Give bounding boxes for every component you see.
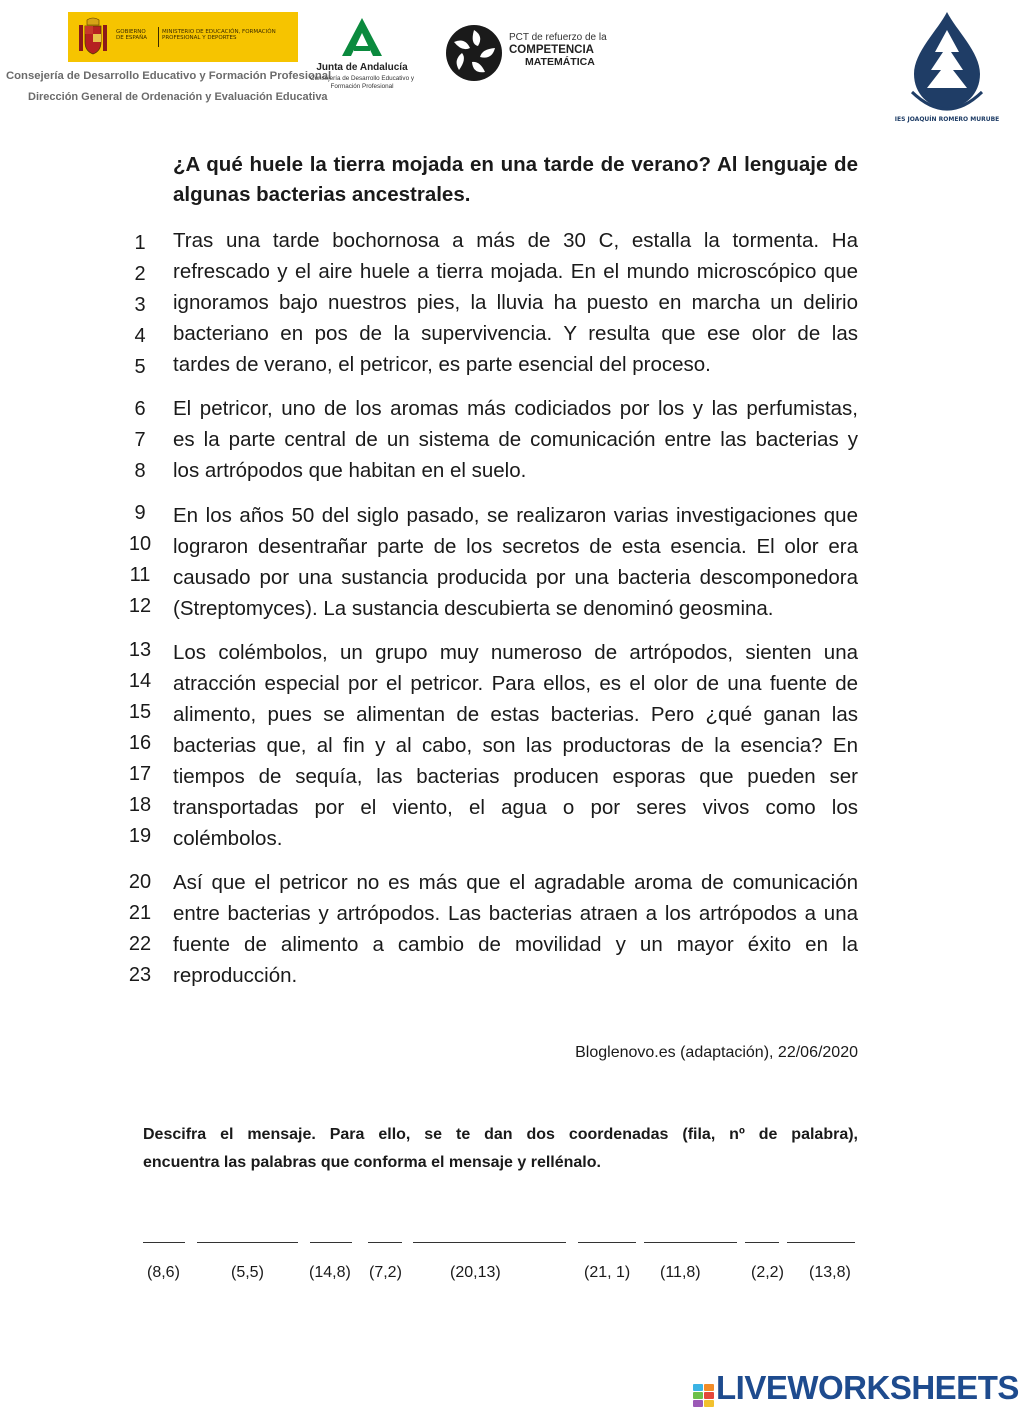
text-line: los artrópodos que habitan en el suelo. bbox=[173, 459, 527, 482]
coordinate-label: (14,8) bbox=[309, 1264, 351, 1281]
coordinate-label: (13,8) bbox=[809, 1264, 851, 1281]
line-number: 22 bbox=[128, 933, 152, 955]
answer-input-5[interactable] bbox=[413, 1230, 566, 1244]
line-number: 1 bbox=[134, 232, 146, 254]
text-line: es la parte central de un sistema de comunicación entre las bacterias y bbox=[173, 428, 858, 451]
coordinate-label: (21, 1) bbox=[584, 1264, 631, 1281]
text-line: lograron desentrañar parte de los secretos de esta esencia. El olor era bbox=[173, 535, 858, 558]
answer-input-1[interactable] bbox=[143, 1230, 185, 1244]
paragraph-1 bbox=[173, 225, 858, 380]
answer-blank-8[interactable] bbox=[745, 1228, 779, 1243]
pct-logo-icon bbox=[445, 24, 503, 82]
text-line: En los años 50 del siglo pasado, se realizaron varias investigaciones que bbox=[173, 504, 858, 527]
answer-input-4[interactable] bbox=[368, 1230, 402, 1244]
junta-andalucia-logo-icon bbox=[338, 16, 386, 58]
instruction-line: Descifra el mensaje. Para ello, se te dan dos coordenadas (fila, nº de palabra), bbox=[143, 1126, 858, 1143]
liveworksheets-blocks-icon bbox=[693, 1374, 715, 1408]
answer-input-7[interactable] bbox=[644, 1230, 737, 1244]
answer-blank-1[interactable] bbox=[143, 1228, 185, 1243]
line-number: 8 bbox=[134, 460, 146, 482]
direccion-text: Dirección General de Ordenación y Evaluación Educativa bbox=[28, 91, 328, 103]
line-number: 14 bbox=[128, 670, 152, 692]
line-number: 15 bbox=[128, 701, 152, 723]
text-line: refrescado y el aire huele a tierra mojada. En el mundo microscópico que bbox=[173, 260, 858, 283]
line-number: 7 bbox=[134, 429, 146, 451]
line-number: 9 bbox=[134, 502, 146, 524]
text-line: bacterias que, al fin y al cabo, son las productoras de la esencia? En bbox=[173, 734, 858, 757]
paragraph-5 bbox=[173, 867, 858, 991]
instruction-line: encuentra las palabras que conforma el mensaje y rellénalo. bbox=[143, 1154, 601, 1171]
line-numbers bbox=[118, 228, 162, 383]
line-numbers bbox=[118, 498, 162, 622]
junta-subtitle: Consejería de Desarrollo Educativo y Formación Profesional bbox=[310, 75, 414, 90]
line-number: 13 bbox=[128, 639, 152, 661]
junta-name: Junta de Andalucía bbox=[316, 62, 408, 73]
pct-small-text: PCT de refuerzo de la bbox=[509, 32, 607, 43]
coordinate-label: (8,6) bbox=[147, 1264, 180, 1281]
text-line: colémbolos. bbox=[173, 827, 283, 850]
text-line: tardes de verano, el petricor, es parte esencial del proceso. bbox=[173, 353, 711, 376]
line-number: 2 bbox=[134, 263, 146, 285]
pct-matematica-text: MATEMÁTICA bbox=[525, 56, 595, 68]
answer-blank-6[interactable] bbox=[578, 1228, 636, 1243]
line-number: 21 bbox=[128, 902, 152, 924]
answer-blank-7[interactable] bbox=[644, 1228, 737, 1243]
coordinate-label: (20,13) bbox=[450, 1264, 501, 1281]
text-line: Tras una tarde bochornosa a más de 30 C, estalla la tormenta. Ha bbox=[173, 229, 858, 252]
line-number: 20 bbox=[128, 871, 152, 893]
divider bbox=[158, 27, 159, 47]
text-line: atracción especial por el petricor. Para ellos, es el olor de una fuente de bbox=[173, 672, 858, 695]
ministerio-text: MINISTERIO DE EDUCACIÓN, FORMACIÓN PROFESIONAL Y DEPORTES bbox=[162, 29, 276, 41]
text-line: alimento, pues se alimentan de estas bacterias. Pero ¿qué ganan las bbox=[173, 703, 858, 726]
paragraph-2 bbox=[173, 393, 858, 486]
coordinate-label: (7,2) bbox=[369, 1264, 402, 1281]
text-line: tiempos de sequía, las bacterias producen esporas que pueden ser bbox=[173, 765, 858, 788]
text-line: (Streptomyces). La sustancia descubierta se denominó geosmina. bbox=[173, 597, 774, 620]
article-source: Bloglenovo.es (adaptación), 22/06/2020 bbox=[575, 1044, 858, 1061]
text-line: Así que el petricor no es más que el agradable aroma de comunicación bbox=[173, 871, 858, 894]
text-line: fuente de alimento a cambio de movilidad y un mayor éxito en la bbox=[173, 933, 858, 956]
answer-blank-2[interactable] bbox=[197, 1228, 298, 1243]
ies-name: IES JOAQUÍN ROMERO MURUBE bbox=[894, 116, 1000, 123]
consejeria-text: Consejería de Desarrollo Educativo y Formación Profesional bbox=[6, 70, 332, 82]
line-number: 5 bbox=[134, 356, 146, 378]
title-line: ¿A qué huele la tierra mojada en una tarde de verano? Al lenguaje de bbox=[173, 153, 858, 176]
paragraph-3 bbox=[173, 500, 858, 624]
text-line: transportadas por el viento, el agua o por seres vivos como los bbox=[173, 796, 858, 819]
answer-input-2[interactable] bbox=[197, 1230, 298, 1244]
line-number: 23 bbox=[128, 964, 152, 986]
line-number: 10 bbox=[128, 533, 152, 555]
line-numbers bbox=[118, 867, 162, 991]
article-title bbox=[173, 150, 858, 210]
paragraph-4 bbox=[173, 637, 858, 854]
text-line: Los colémbolos, un grupo muy numeroso de artrópodos, sienten una bbox=[173, 641, 858, 664]
text-line: causado por una sustancia producida por una bacteria descomponedora bbox=[173, 566, 858, 589]
line-numbers bbox=[118, 635, 162, 852]
ies-logo-icon bbox=[894, 8, 1000, 126]
answer-blank-9[interactable] bbox=[787, 1228, 855, 1243]
pct-competencia-text: COMPETENCIA bbox=[509, 44, 594, 56]
line-number: 18 bbox=[128, 794, 152, 816]
title-line: algunas bacterias ancestrales. bbox=[173, 183, 471, 206]
line-number: 4 bbox=[134, 325, 146, 347]
line-number: 6 bbox=[134, 398, 146, 420]
answer-blank-5[interactable] bbox=[413, 1228, 566, 1243]
line-number: 11 bbox=[129, 564, 151, 586]
answer-input-8[interactable] bbox=[745, 1230, 779, 1244]
text-line: entre bacterias y artrópodos. Las bacterias atraen a los artrópodos a una bbox=[173, 902, 858, 925]
line-number: 3 bbox=[134, 294, 146, 316]
answer-blank-3[interactable] bbox=[310, 1228, 352, 1243]
text-line: bacteriano en pos de la supervivencia. Y resulta que ese olor de las bbox=[173, 322, 858, 345]
text-line: El petricor, uno de los aromas más codiciados por los y las perfumistas, bbox=[173, 397, 858, 420]
gobierno-logo bbox=[68, 12, 298, 62]
line-numbers bbox=[118, 394, 162, 487]
exercise-instructions bbox=[143, 1121, 858, 1177]
liveworksheets-brand: LIVEWORKSHEETS bbox=[716, 1369, 1019, 1406]
line-number: 12 bbox=[128, 595, 152, 617]
text-line: reproducción. bbox=[173, 964, 298, 987]
line-number: 16 bbox=[128, 732, 152, 754]
answer-input-9[interactable] bbox=[787, 1230, 855, 1244]
answer-input-3[interactable] bbox=[310, 1230, 352, 1244]
coordinate-label: (5,5) bbox=[231, 1264, 264, 1281]
gobierno-text: GOBIERNO DE ESPAÑA bbox=[116, 29, 148, 41]
coordinate-label: (11,8) bbox=[660, 1264, 701, 1281]
coordinate-label: (2,2) bbox=[751, 1264, 784, 1281]
line-number: 17 bbox=[128, 763, 152, 785]
answer-input-6[interactable] bbox=[578, 1230, 636, 1244]
text-line: ignoramos bajo nuestros pies, la lluvia ha puesto en marcha un delirio bbox=[173, 291, 858, 314]
answer-blank-4[interactable] bbox=[368, 1228, 402, 1243]
line-number: 19 bbox=[128, 825, 152, 847]
coat-of-arms-icon bbox=[76, 17, 110, 57]
